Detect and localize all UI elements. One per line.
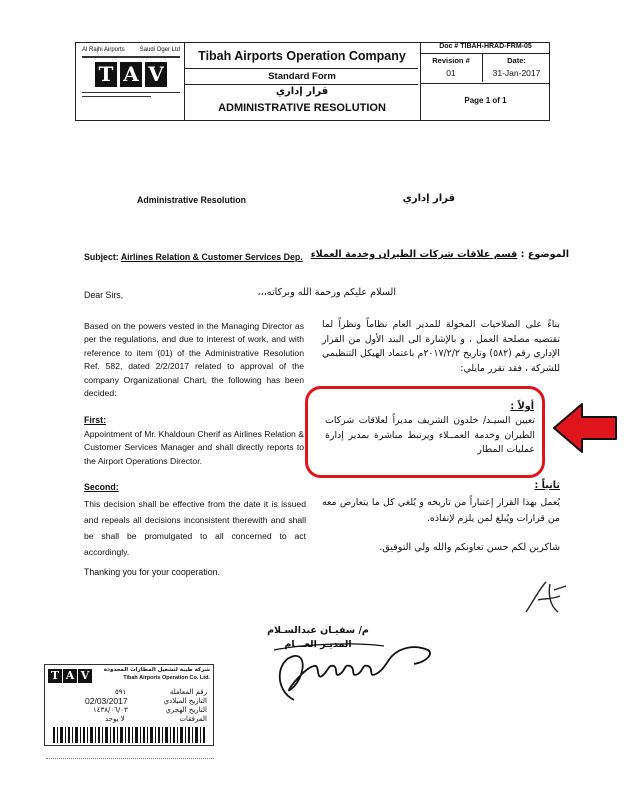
footer-print-line bbox=[46, 758, 214, 761]
para1-ar: بناءً على الصلاحيات المخولة للمدير العام نظاماً ونظراً لما تقتضيه مصلحة العمل ، و بالإشارة الى البند الأول من القرار الإداري رقم (٥٨٢) وتاريخ ٢٠١٧/٢/٢م باعتماد الهيكل التنظيمي للشركة ، فقد تقرر مايلي: bbox=[322, 319, 560, 374]
doc-number: Doc # TIBAH-HRAD-FRM-05 bbox=[439, 43, 532, 50]
logo-left-caption: Al Rajhi Airports bbox=[82, 47, 125, 53]
stamp-logo-letter: V bbox=[78, 669, 92, 683]
subject-ar bbox=[311, 249, 569, 260]
form-header bbox=[75, 42, 550, 121]
initials-scribble bbox=[520, 578, 570, 618]
stamp-date-g-value: 02/03/2017 bbox=[85, 696, 128, 706]
stamp-date-h-value: ١٤٣٨/٠٦/٠٣ bbox=[93, 706, 128, 714]
revision-value: 01 bbox=[446, 68, 456, 78]
thanks-ar: شاكرين لكم حسن تعاونكم والله ولي التوفيق. bbox=[379, 542, 560, 553]
stamp-logo bbox=[48, 669, 92, 683]
header-title-ar: قرار إداري bbox=[275, 86, 329, 97]
signatory-name: م/ سفيـان عبدالسـلام bbox=[267, 625, 369, 636]
stamp-attach-label: المرفقات bbox=[179, 715, 207, 723]
second-text: This decision shall be effective from the date it is issued and repeals all decisions inconsistent therewith and shall be shall be promulgated to all concerned to act accordingly. bbox=[84, 499, 306, 557]
first-text: Appointment of Mr. Khaldoun Cherif as Airlines Relation & Customer Services Manager and shall directly reports to the Airport Operations Director. bbox=[84, 429, 304, 466]
subject-ar-label: الموضوع : bbox=[520, 249, 569, 260]
page-number: Page 1 of 1 bbox=[464, 96, 507, 105]
second-label: Second: bbox=[84, 482, 119, 492]
first-ar-text: تعيين السيـد/ خلدون الشريف مديراً لعلاقات شركات الطيران وخدمة العمــلاء ويرتبط مباشرة بمدير إدارة عمليات المطار bbox=[325, 415, 535, 455]
stamp-ref-label: رقم المعاملة bbox=[169, 688, 207, 696]
logo-right-caption: Saudi Oger Ltd bbox=[139, 47, 180, 53]
date-label: Date: bbox=[507, 56, 526, 65]
stamp-ref-value: ٥٩١ bbox=[115, 688, 127, 696]
tav-logo bbox=[82, 47, 180, 97]
logo-letter: A bbox=[120, 62, 142, 87]
stamp-logo-letter: A bbox=[63, 669, 77, 683]
revision-label: Revision # bbox=[432, 56, 470, 65]
second-ar-label: ثانياً : bbox=[534, 480, 560, 491]
company-name: Tibah Airports Operation Company bbox=[198, 49, 406, 63]
subject-en bbox=[84, 252, 303, 262]
doc-title-en: Administrative Resolution bbox=[137, 195, 246, 205]
stamp-date-h-label: التاريخ الهجري bbox=[165, 706, 207, 714]
date-value: 31-Jan-2017 bbox=[492, 68, 541, 78]
stamp-attach-value: لا يوجد bbox=[105, 715, 125, 723]
logo-letter: T bbox=[95, 62, 117, 87]
stamp-company-ar: شركة طيبة لتشغيل المطارات المحدودة bbox=[103, 667, 210, 673]
stamp-company-en: Tibah Airports Operation Co. Ltd. bbox=[123, 675, 210, 681]
salutation-ar: السلام عليكم ورحمة الله وبركاته،،، bbox=[257, 287, 396, 298]
logo-letter: V bbox=[145, 62, 167, 87]
signature bbox=[264, 620, 444, 710]
red-arrow-icon bbox=[552, 400, 620, 456]
incoming-stamp bbox=[44, 664, 214, 746]
thanks-en: Thanking you for your cooperation. bbox=[84, 567, 220, 577]
header-title-en: ADMINISTRATIVE RESOLUTION bbox=[218, 102, 386, 114]
subject-ar-value: قسم علاقات شركات الطيران وخدمة العملاء bbox=[310, 249, 518, 260]
subject-label: Subject: bbox=[84, 252, 119, 262]
stamp-logo-letter: T bbox=[48, 669, 62, 683]
para1-en: Based on the powers vested in the Managing Director as per the regulations, and due to interest of work, and with reference to item (01) of the Administrative Resolution Ref. 582, dated 2/2/2017 related to approval of the company Organizational Chart, the following has been decided: bbox=[84, 321, 304, 399]
first-ar-label: أولاً : bbox=[510, 401, 534, 412]
signatory-title: المديـر العـــام bbox=[284, 639, 352, 650]
first-label: First: bbox=[84, 415, 106, 425]
stamp-barcode bbox=[53, 727, 205, 743]
second-ar-text: يُعمل بهذا القرار إعتباراً من تاريخه و يُلغي كل ما يتعارض معه من قرارات ويُبلغ لمن يلزم لإنفاذه. bbox=[322, 497, 560, 524]
doc-title-ar: قرار إداري bbox=[402, 193, 455, 204]
stamp-date-g-label: التاريخ الميلادي bbox=[163, 697, 207, 705]
form-type: Standard Form bbox=[268, 71, 336, 82]
salutation-en: Dear Sirs, bbox=[84, 290, 124, 300]
subject-value: Airlines Relation & Customer Services Dep. bbox=[120, 252, 303, 262]
